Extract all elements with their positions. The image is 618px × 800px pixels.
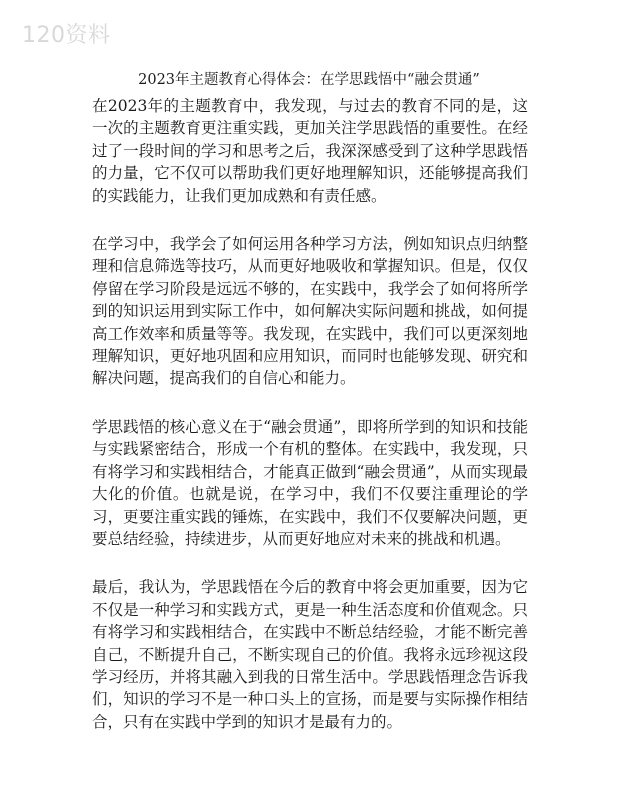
paragraph-1: 在2023年的主题教育中，我发现，与过去的教育不同的是，这一次的主题教育更注重实践，更加关注学思践悟的重要性。在经过了一段时间的学习和思考之后，我深深感受到了这种学思践悟的力量，它不仅可以帮助我们更好地理解知识，还能够提高我们的实践能力，让我们更加成熟和有责任感。 [92, 97, 528, 205]
paragraph-2: 在学习中，我学会了如何运用各种学习方法，例如知识点归纳整理和信息筛选等技巧，从而更好地吸收和掌握知识。但是，仅仅停留在学习阶段是远远不够的，在实践中，我学会了如何将所学到的知识运用到实际工作中，如何解决实际问题和挑战，如何提高工作效率和质量等等。我发现，在实践中，我们可以更深刻地理解知识，更好地巩固和应用知识，而同时也能够发现、研究和解决问题，提高我们的自信心和能力。 [92, 235, 528, 388]
document-body [92, 95, 528, 733]
watermark-logo: 120资料 [22, 23, 111, 48]
paragraph-3: 学思践悟的核心意义在于“融会贯通”，即将所学到的知识和技能与实践紧密结合，形成一个有机的整体。在实践中，我发现，只有将学习和实践相结合，才能真正做到“融会贯通”，从而实现最大化的价值。也就是说，在学习中，我们不仅要注重理论的学习，更要注重实践的锤炼，在实践中，我们不仅要解决问题，更要总结经验，持续进步，从而更好地应对未来的挑战和机遇。 [92, 417, 528, 548]
paragraph-4: 最后，我认为，学思践悟在今后的教育中将会更加重要，因为它不仅是一种学习和实践方式，更是一种生活态度和价值观念。只有将学习和实践相结合，在实践中不断总结经验，才能不断完善自己，不断提升自己，不断实现自己的价值。我将永远珍视这段学习经历，并将其融入到我的日常生活中。学思践悟理念告诉我们，知识的学习不是一种口头上的宣扬，而是要与实际操作相结合，只有在实践中学到的知识才是最有力的。 [92, 578, 528, 731]
document-title: 2023年主题教育心得体会：在学思践悟中“融会贯通” [138, 72, 480, 88]
